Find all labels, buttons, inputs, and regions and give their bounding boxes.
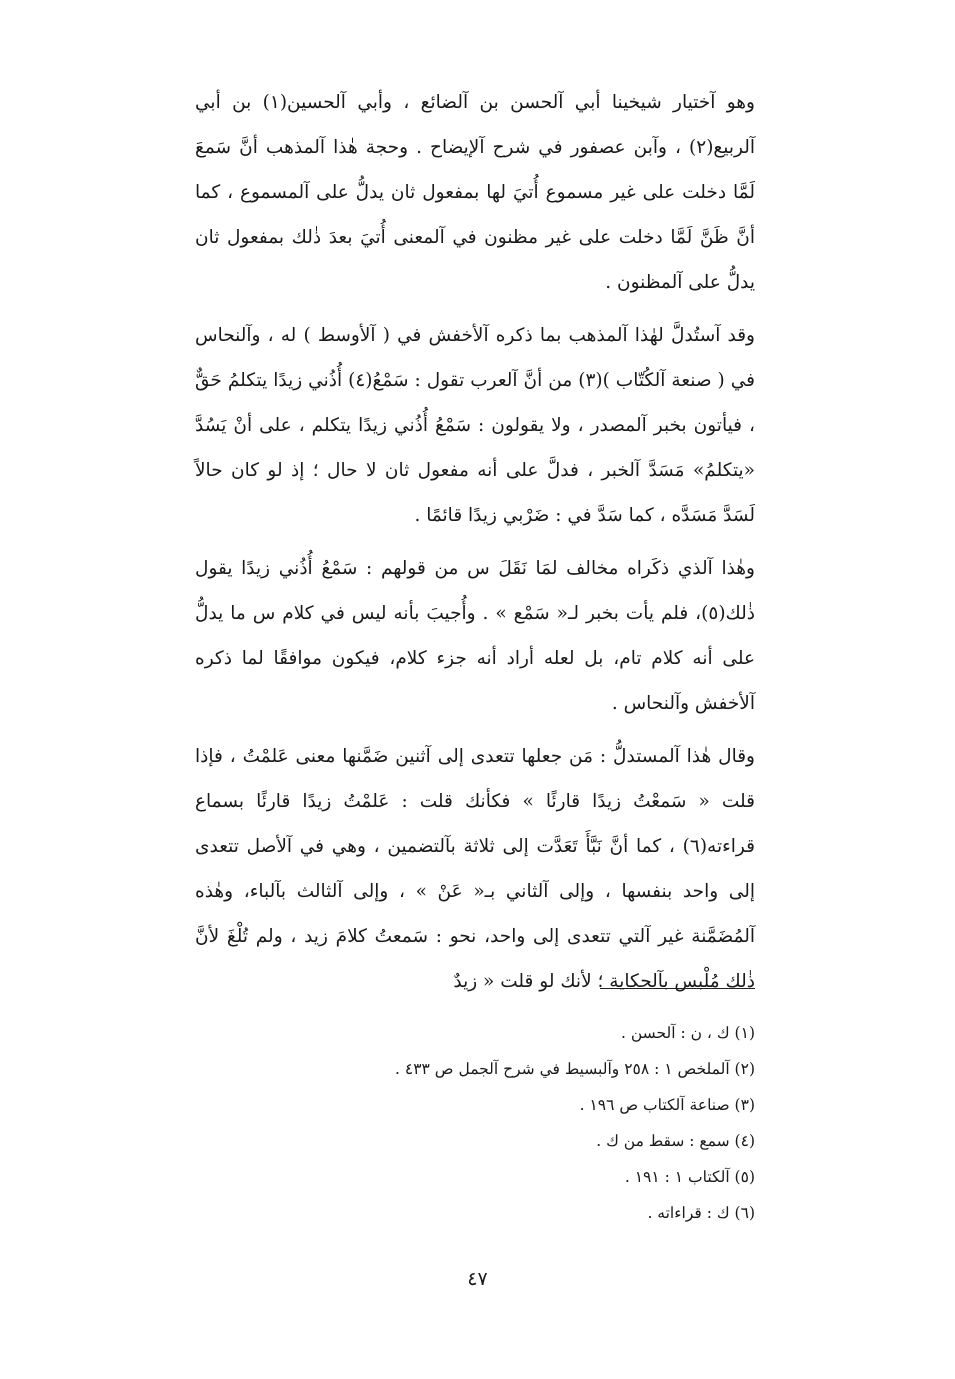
- footnote-3: (٣) صناعة آلكتاب ص ١٩٦ .: [579, 1096, 755, 1114]
- footnote-5: (٥) آلكتاب ١ : ١٩١ .: [624, 1168, 755, 1186]
- paragraph-1: وهو آختيار شيخينا أبي آلحسن بن آلضائع ، وأبي آلحسين(١) بن أبي آلربيع(٢) ، وآبن عصفور في شرح آلإيضاح . وحجة هٰذا آلمذهب أنَّ سَمعَ لَمَّا دخلت على غير مسموع أُتيَ لها بمفعول ثان يدلُّ على آلمسموع ، كما أنَّ ظَنَّ لَمَّا دخلت على غير مظنون في آلمعنى أُتيَ بعدَ ذٰلك بمفعول ثان يدلُّ على آلمظنون .: [195, 92, 755, 293]
- footnote-6: (٦) ك : قراءاته .: [647, 1204, 755, 1222]
- footnotes: [195, 1015, 755, 1231]
- footnote-2: (٢) آلملخص ١ : ٢٥٨ وآلبسيط في شرح آلجمل ص ٤٣٣ .: [395, 1060, 755, 1078]
- footnote-divider: [600, 988, 755, 989]
- page-number: ٤٧: [467, 1268, 488, 1290]
- paragraph-3: وهٰذا آلذي ذكَراه مخالف لمَا نَقَلَ س من قولهم : سَمْعُ أُذُني زيدًا يقول ذٰلك(٥)، فلم يأت بخبر لـ« سَمْع » . وأُجيبَ بأنه ليس في كلام س ما يدلُّ على أنه كلام تام، بل لعله أراد أنه جزء كلام، فيكون موافقًا لما ذكره آلأخفش وآلنحاس .: [195, 558, 755, 714]
- paragraph-2: وقد آستُدلَّ لهٰذا آلمذهب بما ذكره آلأخفش في ( آلأوسط ) له ، وآلنحاس في ( صنعة آلكُتّاب )(٣) من أنَّ آلعرب تقول : سَمْعُ(٤) أُذُني زيدًا يتكلمُ حَقٌّ ، فيأتون بخبر آلمصدر ، ولا يقولون : سَمْعُ أُذُني زيدًا يتكلم ، على أنْ يَسُدَّ «يتكلمُ» مَسَدَّ آلخبر ، فدلَّ على أنه مفعول ثان لا حال ؛ إذ لو كان حالاً لَسَدَّ مَسَدَّه ، كما سَدَّ في : ضَرْبي زيدًا قائمًا .: [195, 325, 756, 526]
- paragraph-4: وقال هٰذا آلمستدلُّ : مَن جعلها تتعدى إلى آثنين ضَمَّنها معنى عَلمْتُ ، فإذا قلت « سَمعْتُ زيدًا قارئًا » فكأنك قلت : عَلمْتُ زيدًا قارئًا بسماع قراءته(٦) ، كما أنَّ نَبَّأَ تَعَدَّت إلى ثلاثة بآلتضمين ، وهي في آلأصل تتعدى إلى واحد بنفسها ، وإلى آلثاني بـ« عَنْ » ، وإلى آلثالث بآلباء، وهٰذه آلمُضَمَّنة غير آلتي تتعدى إلى واحد، نحو : سَمعتُ كلامَ زيد ، ولم تُلْغَ لأنَّ ذٰلك مُلْبس بآلحكاية ؛ لأنك لو قلت « زيدٌ: [195, 746, 755, 992]
- main-text: [195, 80, 755, 1004]
- footnote-4: (٤) سمع : سقط من ك .: [596, 1132, 755, 1150]
- footnote-1: (١) ك ، ن : آلحسن .: [621, 1024, 755, 1042]
